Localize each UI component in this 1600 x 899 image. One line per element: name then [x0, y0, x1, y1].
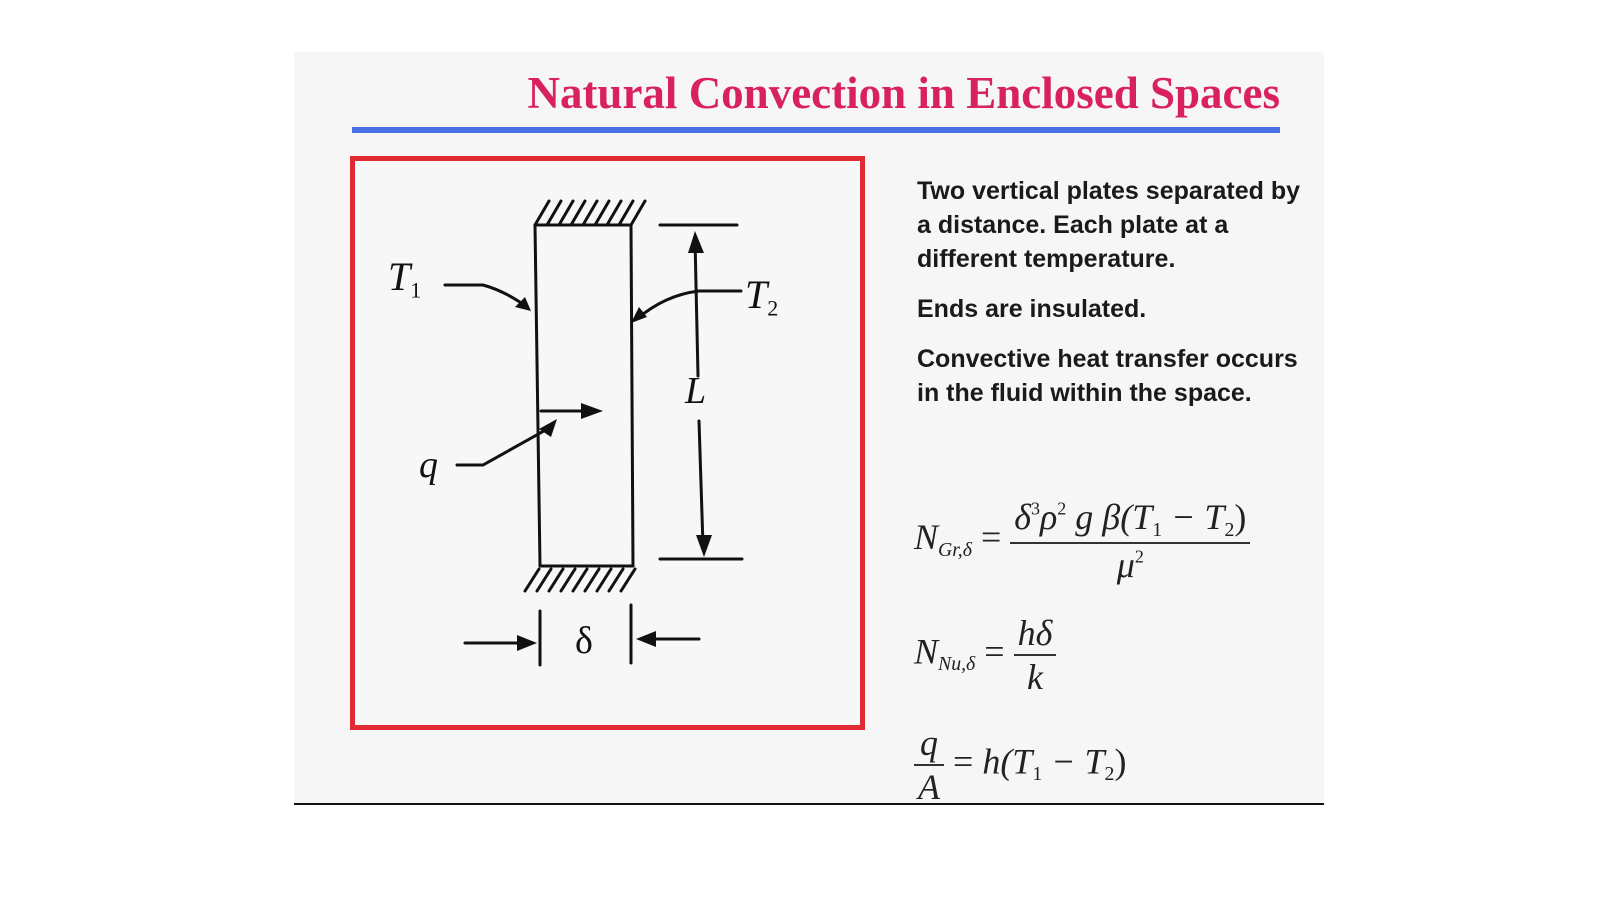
length-arrowhead-up	[688, 231, 704, 253]
slide-title: Natural Convection in Enclosed Spaces	[527, 68, 1280, 118]
nusselt-fraction: $\frac{h\delta}{k}$	[1014, 612, 1057, 698]
nusselt-equation: $N_{Nu,\delta}$ = $\frac{h\delta}{k}$	[914, 612, 1056, 698]
length-line-lower	[699, 421, 703, 546]
gap-right-arrowhead	[636, 631, 656, 647]
description-paragraph: Ends are insulated.	[917, 295, 1147, 323]
left-plate	[535, 225, 540, 566]
heat-arrowhead	[581, 403, 603, 419]
right-plate	[631, 225, 633, 566]
description-paragraph: Two vertical plates separated by a distance. Each plate at a different temperature.	[917, 177, 1301, 273]
diagram-frame	[350, 156, 865, 730]
gap-label: δ	[575, 620, 593, 662]
bottom-insulation-hatch	[525, 569, 635, 591]
grashof-fraction: $\frac{\delta^3\rho^2 g \beta(T_1 - T_2)}{\mu^2}$	[1010, 496, 1250, 586]
top-insulation-hatch	[535, 201, 645, 225]
t2-label: $T_2$	[745, 272, 779, 321]
description-text	[917, 174, 1307, 426]
t1-label: $T_1$	[388, 254, 422, 303]
title-underline	[352, 127, 1280, 133]
flux-fraction: $\frac{q}{A}$	[914, 722, 944, 808]
slide-bottom-rule	[294, 803, 1324, 805]
heat-label: q	[419, 444, 438, 486]
description-paragraph: Convective heat transfer occurs in the fluid within the space.	[917, 345, 1298, 407]
t2-leader	[637, 291, 741, 319]
t1-leader	[445, 285, 527, 307]
length-label: L	[685, 370, 707, 412]
heat-flux-equation: $\frac{q}{A}$ = $h(T_1 - T_2)$	[914, 722, 1126, 808]
grashof-equation: $N_{Gr,\delta}$ = $\frac{\delta^3\rho^2 g \beta(T_1 - T_2)}{\mu^2}$	[914, 496, 1250, 586]
gap-left-arrowhead	[517, 635, 537, 651]
q-arrowhead	[539, 419, 557, 437]
t2-arrowhead	[631, 307, 647, 323]
length-line-upper	[695, 239, 698, 376]
length-arrowhead-down	[696, 535, 712, 557]
